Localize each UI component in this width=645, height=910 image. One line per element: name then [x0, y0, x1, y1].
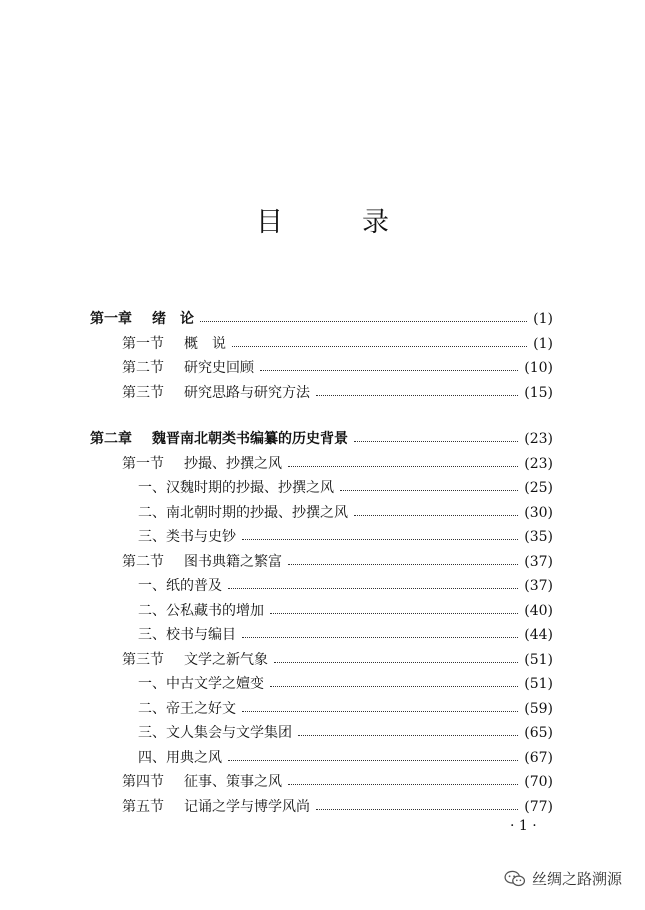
toc-section-row — [90, 356, 553, 381]
toc-entry-page: (30) — [524, 504, 553, 521]
toc-entry-page: (65) — [524, 725, 553, 741]
toc-entry-title: 记诵之学与博学风尚 — [184, 798, 310, 815]
toc-entry-label — [122, 332, 226, 357]
toc-entry-page: (77) — [524, 798, 553, 815]
toc-entry-label — [122, 356, 254, 381]
toc-subsection-row — [90, 697, 553, 722]
toc-entry-title: 三、文人集会与文学集团 — [138, 725, 292, 741]
toc-entry-title: 征事、策事之风 — [184, 774, 282, 790]
toc-entry-page: (1) — [533, 311, 553, 327]
toc-entry-number: 第五节 — [122, 798, 164, 815]
toc-entry-label — [138, 525, 236, 550]
toc-section-row — [90, 452, 553, 477]
toc-entry-page: (44) — [524, 627, 553, 643]
page-title: 目 录 — [256, 207, 415, 238]
toc-entry-title: 三、类书与史钞 — [138, 529, 236, 545]
toc-entry-page: (40) — [524, 602, 553, 619]
toc-entry-title: 概 说 — [184, 335, 226, 352]
toc-subsection-row — [90, 746, 553, 771]
toc-entry-number: 第一节 — [122, 335, 164, 352]
toc-entry-title: 二、帝王之好文 — [138, 700, 236, 717]
toc-entry-title: 二、公私藏书的增加 — [138, 602, 264, 619]
toc-entry-label — [138, 746, 222, 771]
toc-entry-page: (37) — [524, 578, 553, 594]
watermark — [504, 868, 622, 889]
dot-leader — [242, 538, 518, 540]
toc-section-row — [90, 381, 553, 406]
toc-entry-page: (15) — [524, 384, 553, 401]
toc-entry-label — [90, 307, 194, 332]
toc-entry-label — [138, 672, 264, 697]
toc-entry-number: 第三节 — [122, 384, 164, 401]
toc-entry-page: (10) — [524, 360, 553, 376]
toc-entry-page: (23) — [524, 431, 553, 447]
dot-leader — [242, 710, 518, 712]
toc-entry-label — [90, 427, 348, 452]
toc-entry-page: (37) — [524, 553, 553, 570]
toc-entry-label — [138, 697, 236, 722]
toc-chapter-row — [90, 307, 553, 332]
toc-entry-page: (70) — [524, 774, 553, 790]
toc-entry-label — [138, 501, 348, 526]
toc-entry-number: 第二章 — [90, 431, 132, 447]
page-number: · 1 · — [510, 818, 537, 834]
toc-subsection-row — [90, 721, 553, 746]
toc-entry-page: (25) — [524, 480, 553, 496]
toc-entry-page: (51) — [524, 676, 553, 692]
toc-entry-title: 一、纸的普及 — [138, 578, 222, 594]
toc-subsection-row — [90, 501, 553, 526]
table-of-contents — [90, 307, 553, 819]
watermark-text: 丝绸之路溯源 — [532, 870, 623, 888]
toc-subsection-row — [90, 672, 553, 697]
dot-leader — [270, 612, 518, 614]
toc-subsection-row — [90, 476, 553, 501]
toc-entry-label — [138, 574, 222, 599]
dot-leader — [274, 661, 518, 663]
toc-entry-page: (23) — [524, 455, 553, 472]
toc-entry-title: 研究思路与研究方法 — [184, 384, 310, 401]
toc-entry-title: 一、中古文学之嬗变 — [138, 676, 264, 692]
toc-entry-page: (67) — [524, 749, 553, 766]
toc-section-row — [90, 770, 553, 795]
toc-entry-title: 四、用典之风 — [138, 749, 222, 766]
toc-entry-number: 第四节 — [122, 774, 164, 790]
toc-entry-label — [122, 381, 310, 406]
dot-leader — [316, 808, 518, 810]
toc-entry-label — [122, 452, 282, 477]
toc-entry-number: 第一节 — [122, 455, 164, 472]
toc-entry-number: 第二节 — [122, 360, 164, 376]
toc-subsection-row — [90, 525, 553, 550]
toc-entry-page: (59) — [524, 700, 553, 717]
toc-entry-title: 研究史回顾 — [184, 360, 254, 376]
toc-entry-title: 图书典籍之繁富 — [184, 553, 282, 570]
dot-leader — [270, 685, 518, 687]
toc-entry-label — [122, 550, 282, 575]
toc-subsection-row — [90, 574, 553, 599]
toc-entry-label — [122, 795, 310, 820]
toc-entry-title: 抄撮、抄撰之风 — [184, 455, 282, 472]
dot-leader — [228, 759, 518, 761]
toc-entry-label — [138, 599, 264, 624]
toc-entry-title: 三、校书与编目 — [138, 627, 236, 643]
toc-section-row — [90, 648, 553, 673]
dot-leader — [288, 465, 518, 467]
toc-entry-title: 一、汉魏时期的抄撮、抄撰之风 — [138, 480, 334, 496]
toc-entry-title: 二、南北朝时期的抄撮、抄撰之风 — [138, 504, 348, 521]
toc-entry-title: 魏晋南北朝类书编纂的历史背景 — [152, 431, 348, 447]
dot-leader — [354, 440, 518, 442]
toc-entry-page: (51) — [524, 651, 553, 668]
toc-entry-title: 绪 论 — [152, 311, 194, 327]
dot-leader — [354, 514, 518, 516]
dot-leader — [298, 734, 518, 736]
toc-entry-label — [122, 770, 282, 795]
dot-leader — [200, 320, 527, 322]
toc-entry-label — [138, 476, 334, 501]
toc-entry-page: (1) — [533, 335, 553, 352]
toc-section-row — [90, 550, 553, 575]
dot-leader — [316, 394, 518, 396]
toc-section-row — [90, 332, 553, 357]
dot-leader — [288, 563, 518, 565]
toc-entry-number: 第三节 — [122, 651, 164, 668]
toc-entry-label — [138, 721, 292, 746]
dot-leader — [288, 783, 518, 785]
toc-entry-number: 第一章 — [90, 311, 132, 327]
toc-chapter-row — [90, 427, 553, 452]
toc-entry-label — [122, 648, 268, 673]
toc-entry-number: 第二节 — [122, 553, 164, 570]
toc-section-row — [90, 795, 553, 820]
toc-entry-label — [138, 623, 236, 648]
toc-subsection-row — [90, 599, 553, 624]
dot-leader — [232, 345, 527, 347]
dot-leader — [228, 587, 518, 589]
dot-leader — [340, 489, 518, 491]
toc-entry-title: 文学之新气象 — [184, 651, 268, 668]
toc-entry-page: (35) — [524, 529, 553, 545]
wechat-icon — [504, 870, 526, 888]
dot-leader — [242, 636, 518, 638]
toc-subsection-row — [90, 623, 553, 648]
dot-leader — [260, 369, 518, 371]
